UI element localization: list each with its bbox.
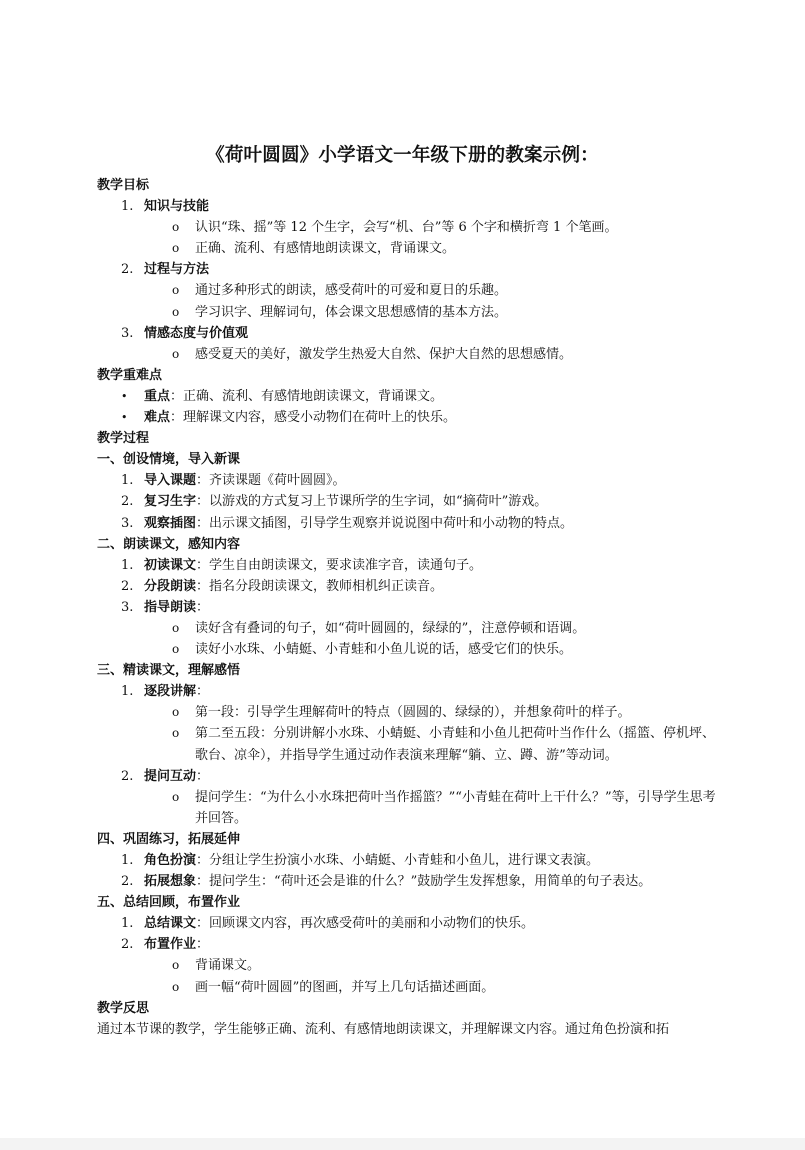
step-text: ：齐读课题《荷叶圆圆》。 — [196, 473, 346, 489]
circle-marker: o — [172, 220, 180, 235]
step-text: ： — [196, 684, 210, 700]
step-item — [97, 470, 727, 491]
document-title: 《荷叶圆圆》小学语文一年级下册的教案示例： — [206, 145, 599, 166]
sub-item — [97, 302, 727, 323]
step-label: 拓展想象 — [144, 874, 197, 890]
sub-item — [97, 702, 727, 723]
sub-item — [97, 787, 727, 829]
step-label: 初读课文 — [144, 557, 197, 573]
sub-item-text: 画一幅“荷叶圆圆”的图画，并写上几句话描述画面。 — [195, 979, 495, 995]
circle-marker: o — [172, 642, 180, 657]
objective-label: 知识与技能 — [144, 199, 210, 215]
sub-item-text: 第一段：引导学生理解荷叶的特点（圆圆的、绿绿的），并想象荷叶的样子。 — [195, 705, 631, 721]
step-label: 角色扮演 — [144, 853, 197, 868]
item-number: 1. — [121, 557, 134, 573]
objective-label: 过程与方法 — [144, 262, 210, 278]
step-label: 导入课题 — [144, 473, 197, 489]
part-title: 四、巩固练习，拓展延伸 — [97, 831, 241, 847]
section-heading-objectives: 教学目标 — [97, 178, 150, 193]
step-label: 布置作业 — [144, 937, 197, 953]
circle-marker: o — [172, 979, 180, 994]
circle-marker: o — [172, 304, 180, 319]
item-number: 3. — [121, 515, 134, 531]
step-text: ：回顾课文内容，再次感受荷叶的美丽和小动物们的快乐。 — [196, 916, 535, 932]
bullet-marker: • — [121, 389, 128, 403]
objective-item — [97, 196, 727, 217]
item-number: 3. — [121, 325, 134, 341]
sub-item-text: 学习识字、理解词句，体会课文思想感情的基本方法。 — [195, 304, 508, 320]
key-point-text: ：正确、流利、有感情地朗读课文，背诵课文。 — [170, 388, 444, 404]
sub-item — [97, 344, 727, 365]
step-item — [97, 576, 727, 597]
step-text: ：分组让学生扮演小水珠、小蜻蜓、小青蛙和小鱼儿，进行课文表演。 — [196, 853, 600, 868]
circle-marker: o — [172, 705, 180, 720]
item-number: 2. — [121, 262, 134, 278]
sub-item-text: 读好含有叠词的句子，如“荷叶圆圆的，绿绿的”，注意停顿和语调。 — [195, 620, 586, 636]
circle-marker: o — [172, 620, 180, 635]
circle-marker: o — [172, 346, 180, 361]
step-item — [97, 597, 727, 618]
sub-item-text: 感受夏天的美好，激发学生热爱大自然、保护大自然的思想感情。 — [195, 346, 573, 362]
item-number: 1. — [121, 684, 134, 700]
sub-item-text: 读好小水珠、小蜻蜓、小青蛙和小鱼儿说的话，感受它们的快乐。 — [195, 642, 573, 658]
step-text: ： — [196, 599, 210, 615]
item-number: 1. — [121, 916, 134, 932]
step-item — [97, 681, 727, 702]
section-heading-reflection: 教学反思 — [97, 1000, 150, 1016]
item-number: 2. — [121, 578, 134, 594]
sub-item-text: 第二至五段：分别讲解小水珠、小蜻蜓、小青蛙和小鱼儿把荷叶当作什么（摇篮、停机坪、歌台、凉伞），并指导学生通过动作表演来理解“躺、立、蹲、游”等动词。 — [195, 726, 716, 763]
objective-item — [97, 323, 727, 344]
step-label: 复习生字 — [144, 494, 197, 510]
step-text: ： — [196, 768, 210, 784]
key-point-label: 难点 — [144, 410, 171, 426]
part-title: 五、总结回顾，布置作业 — [97, 895, 241, 911]
circle-marker: o — [172, 789, 180, 804]
key-point-item — [97, 386, 727, 407]
step-item — [97, 491, 727, 512]
sub-item — [97, 238, 727, 259]
sub-item-text: 通过多种形式的朗读，感受荷叶的可爱和夏日的乐趣。 — [195, 283, 508, 299]
circle-marker: o — [172, 958, 180, 973]
part-title: 三、精读课文，理解感悟 — [97, 663, 241, 679]
step-label: 提问互动 — [144, 768, 197, 784]
step-text: ：指名分段朗读课文，教师相机纠正读音。 — [196, 578, 444, 594]
sub-item-text: 正确、流利、有感情地朗读课文，背诵课文。 — [195, 241, 456, 257]
section-heading-process: 教学过程 — [97, 431, 150, 447]
step-item — [97, 934, 727, 955]
step-label: 指导朗读 — [144, 599, 197, 615]
step-text: ：提问学生：“荷叶还会是谁的什么？”鼓励学生发挥想象，用简单的句子表达。 — [196, 874, 652, 890]
step-item — [97, 513, 727, 534]
part-title: 二、朗读课文，感知内容 — [97, 536, 241, 552]
step-label: 总结课文 — [144, 916, 197, 932]
step-item — [97, 913, 727, 934]
circle-marker: o — [172, 726, 180, 741]
key-point-item — [97, 407, 727, 428]
objective-item — [97, 259, 727, 280]
step-label: 分段朗读 — [144, 578, 197, 594]
step-label: 逐段讲解 — [144, 684, 197, 700]
item-number: 2. — [121, 494, 134, 510]
item-number: 2. — [121, 874, 134, 890]
sub-item — [97, 280, 727, 301]
step-item — [97, 555, 727, 576]
circle-marker: o — [172, 283, 180, 298]
sub-item-text: 背诵课文。 — [195, 958, 261, 974]
item-number: 1. — [121, 853, 134, 868]
step-text: ：学生自由朗读课文，要求读准字音，读通句子。 — [196, 557, 483, 573]
item-number: 3. — [121, 599, 134, 615]
part-title: 一、创设情境，导入新课 — [97, 452, 241, 468]
step-item — [97, 850, 727, 871]
key-point-label: 重点 — [144, 388, 171, 404]
bullet-marker: • — [121, 411, 128, 425]
circle-marker: o — [172, 241, 180, 256]
key-point-text: ：理解课文内容，感受小动物们在荷叶上的快乐。 — [170, 410, 457, 426]
sub-item — [97, 723, 727, 765]
sub-item — [97, 639, 727, 660]
item-number: 2. — [121, 937, 134, 953]
sub-item-text: 提问学生：“为什么小水珠把荷叶当作摇篮？”“小青蛙在荷叶上干什么？”等，引导学生思考并回答。 — [195, 789, 716, 826]
sub-item — [97, 955, 727, 976]
sub-item — [97, 217, 727, 238]
section-heading-key-points: 教学重难点 — [97, 367, 163, 383]
step-text: ： — [196, 937, 210, 953]
item-number: 1. — [121, 199, 134, 215]
sub-item-text: 认识“珠、摇”等 12 个生字，会写“机、台”等 6 个字和横折弯 1 个笔画。 — [195, 220, 618, 236]
objective-label: 情感态度与价值观 — [144, 325, 249, 341]
step-text: ：出示课文插图，引导学生观察并说说图中荷叶和小动物的特点。 — [196, 515, 574, 531]
item-number: 2. — [121, 768, 134, 784]
step-label: 观察插图 — [144, 515, 197, 531]
reflection-paragraph: 通过本节课的教学，学生能够正确、流利、有感情地朗读课文，并理解课文内容。通过角色扮演和拓 — [97, 1021, 670, 1037]
document-body — [97, 175, 727, 1040]
sub-item — [97, 977, 727, 998]
sub-item — [97, 618, 727, 639]
item-number: 1. — [121, 473, 134, 489]
step-item — [97, 871, 727, 892]
step-text: ：以游戏的方式复习上节课所学的生字词，如“摘荷叶”游戏。 — [196, 494, 548, 510]
step-item — [97, 766, 727, 787]
